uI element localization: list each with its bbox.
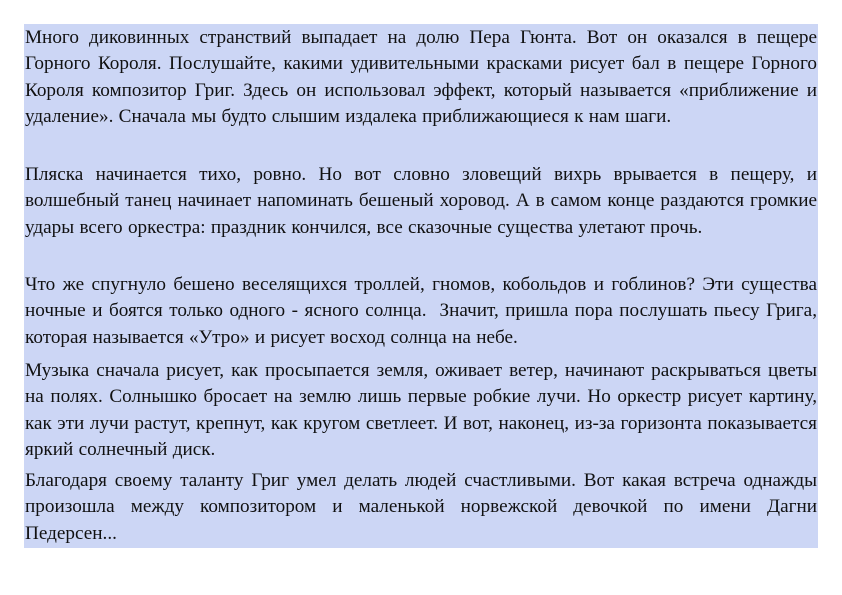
paragraph-dagny-pedersen: Благодаря своему таланту Григ умел делать людей счастливыми. Вот какая встреча однажды произошла между композитором и маленькой норвежской девочкой по имени Дагни Педерсен... xyxy=(25,470,823,544)
paragraph-peer-gynt-cave: Много диковинных странствий выпадает на долю Пера Гюнта. Вот он оказался в пещере Горного Короля. Послушайте, какими удивительными красками рисует бал в пещере Горного Короля композитор Григ. Здесь он использовал эффект, который называется «приближение и удаление». Сначала мы будто слышим издалека приближающиеся к нам шаги. xyxy=(25,27,823,128)
paragraph-dance-begins: Пляска начинается тихо, ровно. Но вот словно зловещий вихрь врывается в пещеру, и волшебный танец начинает напоминать бешеный хоровод. А в самом конце раздаются громкие удары всего оркестра: праздник кончился, все сказочные существа улетают прочь. xyxy=(25,164,823,238)
paragraph-sunrise-music: Музыка сначала рисует, как просыпается земля, оживает ветер, начинают раскрываться цветы на полях. Солнышко бросает на землю лишь первые робкие лучи. Но оркестр рисует картину, как эти лучи растут, крепнут, как кругом светлеет. И вот, наконец, из-за горизонта показывается яркий солнечный диск. xyxy=(25,360,823,461)
paragraph-morning-piece: Что же спугнуло бешено веселящихся троллей, гномов, кобольдов и гоблинов? Эти существа ночные и боятся только одного - ясного солнца. Значит, пришла пора послушать пьесу Грига, которая называется «Утро» и рисует восход солнца на небе. xyxy=(25,274,823,348)
highlighted-text-block xyxy=(24,24,823,548)
